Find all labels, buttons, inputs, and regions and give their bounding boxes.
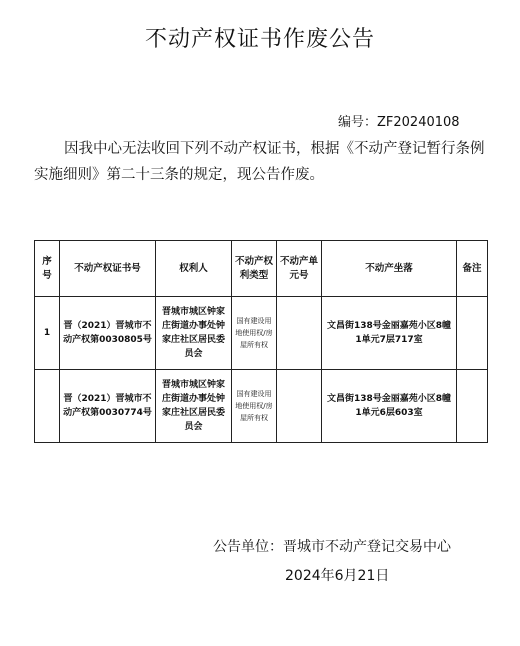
notice-title: 不动产权证书作废公告 — [144, 27, 375, 52]
notice-body: 因我中心无法收回下列不动产权证书，根据《不动产登记暂行条例实施细则》第二十三条的规定，现公告作废。 — [34, 141, 485, 183]
date-line: 2024年6月21日 — [285, 568, 390, 584]
header-right-type: 不动产权利类型 — [232, 241, 277, 297]
table-header-row — [35, 241, 488, 297]
header-holder: 权利人 — [156, 241, 232, 297]
cell-right-type: 国有建设用地使用权/房屋所有权 — [232, 297, 277, 370]
issuer-line: 公告单位：晋城市不动产登记交易中心 — [213, 539, 451, 555]
header-unit-no: 不动产单元号 — [277, 241, 322, 297]
header-location: 不动产坐落 — [322, 241, 457, 297]
header-seq: 序号 — [35, 241, 60, 297]
cell-remark — [457, 370, 488, 443]
cell-cert-no: 晋（2021）晋城市不动产权第0030774号 — [60, 370, 156, 443]
cell-location: 文昌街138号金丽嘉苑小区8幢1单元6层603室 — [322, 370, 457, 443]
cell-location: 文昌街138号金丽嘉苑小区8幢1单元7层717室 — [322, 297, 457, 370]
cell-unit-no — [277, 297, 322, 370]
cell-seq — [35, 370, 60, 443]
cell-holder: 晋城市城区钟家庄街道办事处钟家庄社区居民委员会 — [156, 297, 232, 370]
certificate-table — [34, 240, 488, 443]
cell-cert-no: 晋（2021）晋城市不动产权第0030805号 — [60, 297, 156, 370]
header-cert-no: 不动产权证书号 — [60, 241, 156, 297]
cell-holder: 晋城市城区钟家庄街道办事处钟家庄社区居民委员会 — [156, 370, 232, 443]
table-row — [35, 370, 488, 443]
table-row — [35, 297, 488, 370]
cell-unit-no — [277, 370, 322, 443]
header-remark: 备注 — [457, 241, 488, 297]
cell-remark — [457, 297, 488, 370]
cell-seq: 1 — [35, 297, 60, 370]
cell-right-type: 国有建设用地使用权/房屋所有权 — [232, 370, 277, 443]
document-number: 编号：ZF20240108 — [338, 115, 460, 130]
